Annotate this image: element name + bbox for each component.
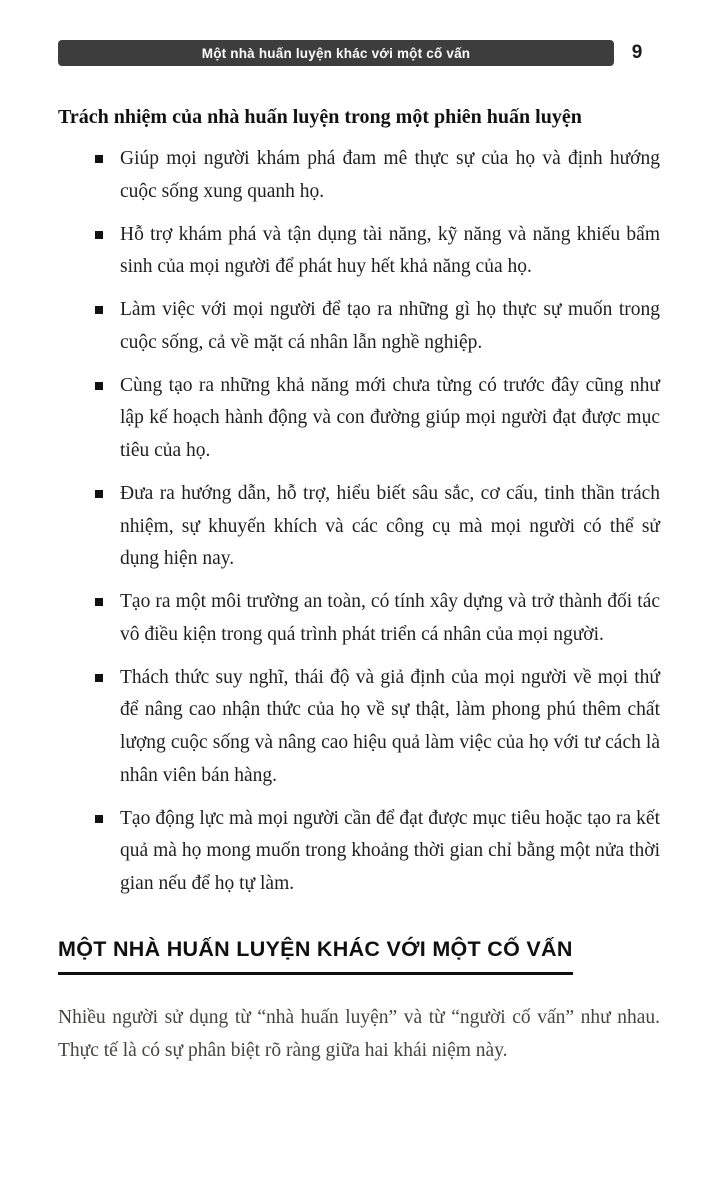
- running-header-title: Một nhà huấn luyện khác với một cố vấn: [58, 40, 614, 66]
- page-number: 9: [631, 42, 643, 63]
- list-item: [58, 586, 660, 652]
- section-paragraph: Nhiều người sử dụng từ “nhà huấn luyện” và từ “người cố vấn” như nhau. Thực tế là có sự phân biệt rõ ràng giữa hai khái niệm này.: [58, 1006, 660, 1061]
- square-bullet-icon: [95, 815, 103, 823]
- responsibilities-heading: Trách nhiệm của nhà huấn luyện trong một phiên huấn luyện: [58, 106, 582, 128]
- list-item-text: Hỗ trợ khám phá và tận dụng tài năng, kỹ năng và năng khiếu bẩm sinh của mọi người để phát huy hết khả năng của họ.: [120, 223, 660, 278]
- section-title: MỘT NHÀ HUẤN LUYỆN KHÁC VỚI MỘT CỐ VẤN: [58, 937, 573, 975]
- square-bullet-icon: [95, 382, 103, 390]
- square-bullet-icon: [95, 598, 103, 606]
- list-item: [58, 219, 660, 285]
- square-bullet-icon: [95, 674, 103, 682]
- list-item-text: Làm việc với mọi người để tạo ra những gì họ thực sự muốn trong cuộc sống, cả về mặt cá nhân lẫn nghề nghiệp.: [120, 299, 660, 353]
- list-item-text: Đưa ra hướng dẫn, hỗ trợ, hiểu biết sâu sắc, cơ cấu, tinh thần trách nhiệm, sự khuyến khích và các công cụ mà mọi người có thể sử dụng hiện nay.: [120, 482, 660, 570]
- coach-vs-mentor-section: [58, 937, 660, 1067]
- square-bullet-icon: [95, 306, 103, 314]
- responsibilities-section: [58, 106, 660, 901]
- list-item: [58, 662, 660, 793]
- list-item-text: Tạo ra một môi trường an toàn, có tính xây dựng và trở thành đối tác vô điều kiện trong quá trình phát triển cá nhân của mọi người.: [120, 591, 660, 645]
- list-item: [58, 478, 660, 576]
- square-bullet-icon: [95, 155, 103, 163]
- square-bullet-icon: [95, 231, 103, 239]
- list-item-text: Giúp mọi người khám phá đam mê thực sự của họ và định hướng cuộc sống xung quanh họ.: [120, 148, 660, 202]
- square-bullet-icon: [95, 490, 103, 498]
- list-item-text: Thách thức suy nghĩ, thái độ và giả định của mọi người về mọi thứ để nâng cao nhận thức của họ về sự thật, làm phong phú thêm chất lượng cuộc sống và nâng cao hiệu quả làm việc của họ với tư cách là nhân viên bán hàng.: [120, 666, 660, 786]
- list-item: [58, 294, 660, 360]
- list-item-text: Tạo động lực mà mọi người cần để đạt được mục tiêu hoặc tạo ra kết quả mà họ mong muốn trong khoảng thời gian chỉ bằng một nửa thời gian nếu để họ tự làm.: [120, 807, 660, 894]
- responsibilities-list: [58, 143, 660, 901]
- page-header: [58, 40, 660, 66]
- list-item: [58, 143, 660, 209]
- list-item-text: Cùng tạo ra những khả năng mới chưa từng có trước đây cũng như lập kế hoạch hành động và con đường giúp mọi người đạt được mục tiêu của họ.: [120, 374, 660, 461]
- list-item: [58, 803, 660, 901]
- list-item: [58, 370, 660, 468]
